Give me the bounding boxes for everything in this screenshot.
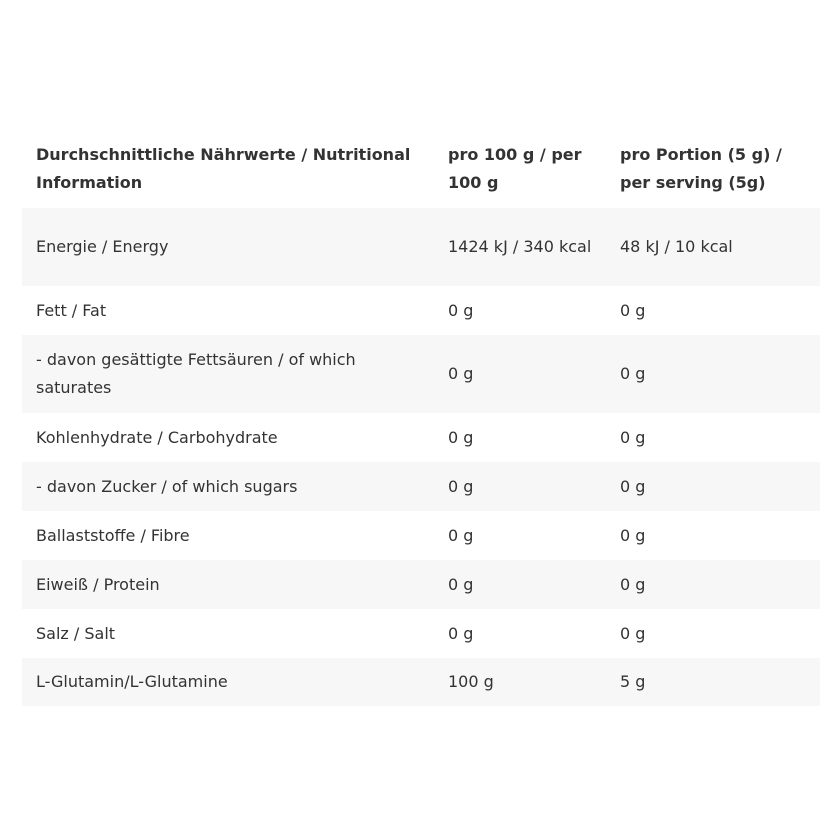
- header-per-100g: pro 100 g / per 100 g: [448, 145, 582, 192]
- per-100g-value: 1424 kJ / 340 kcal: [448, 237, 592, 256]
- nutrient-label: Ballaststoffe / Fibre: [36, 525, 190, 545]
- table-row: [22, 208, 820, 286]
- per-100g-value: 0 g: [448, 525, 474, 545]
- per-serving-value: 48 kJ / 10 kcal: [620, 237, 733, 256]
- per-serving-value: 0 g: [620, 476, 646, 496]
- nutrition-table: [22, 130, 820, 706]
- per-serving-value: 0 g: [620, 427, 646, 447]
- nutrient-label: - davon gesättigte Fettsäuren / of which saturates: [36, 350, 356, 397]
- nutrient-label: Energie / Energy: [36, 237, 169, 256]
- nutrient-label: Salz / Salt: [36, 623, 116, 643]
- table-row: [22, 462, 820, 511]
- per-100g-value: 0 g: [448, 623, 474, 643]
- table-row: [22, 511, 820, 560]
- per-100g-value: 0 g: [448, 427, 474, 447]
- table-row: [22, 658, 820, 706]
- table-row: [22, 413, 820, 462]
- table-row: [22, 609, 820, 658]
- nutrient-label: Eiweiß / Protein: [36, 574, 160, 594]
- table-row: [22, 560, 820, 609]
- per-100g-value: 0 g: [448, 574, 474, 594]
- per-serving-value: 0 g: [620, 574, 646, 594]
- per-100g-value: 0 g: [448, 364, 474, 383]
- nutrient-label: L-Glutamin/L-Glutamine: [36, 672, 228, 691]
- header-nutrient: Durchschnittliche Nährwerte / Nutritional Information: [36, 145, 411, 192]
- table-row: [22, 286, 820, 335]
- nutrient-label: - davon Zucker / of which sugars: [36, 476, 298, 496]
- table-header-row: [22, 130, 820, 208]
- per-serving-value: 0 g: [620, 364, 646, 383]
- nutrient-label: Kohlenhydrate / Carbohydrate: [36, 427, 278, 447]
- per-100g-value: 0 g: [448, 300, 474, 320]
- nutrient-label: Fett / Fat: [36, 300, 107, 320]
- per-100g-value: 0 g: [448, 476, 474, 496]
- table-row: [22, 335, 820, 413]
- per-serving-value: 0 g: [620, 525, 646, 545]
- per-100g-value: 100 g: [448, 672, 494, 691]
- per-serving-value: 5 g: [620, 672, 646, 691]
- header-per-serving: pro Portion (5 g) / per serving (5g): [620, 145, 782, 192]
- per-serving-value: 0 g: [620, 300, 646, 320]
- per-serving-value: 0 g: [620, 623, 646, 643]
